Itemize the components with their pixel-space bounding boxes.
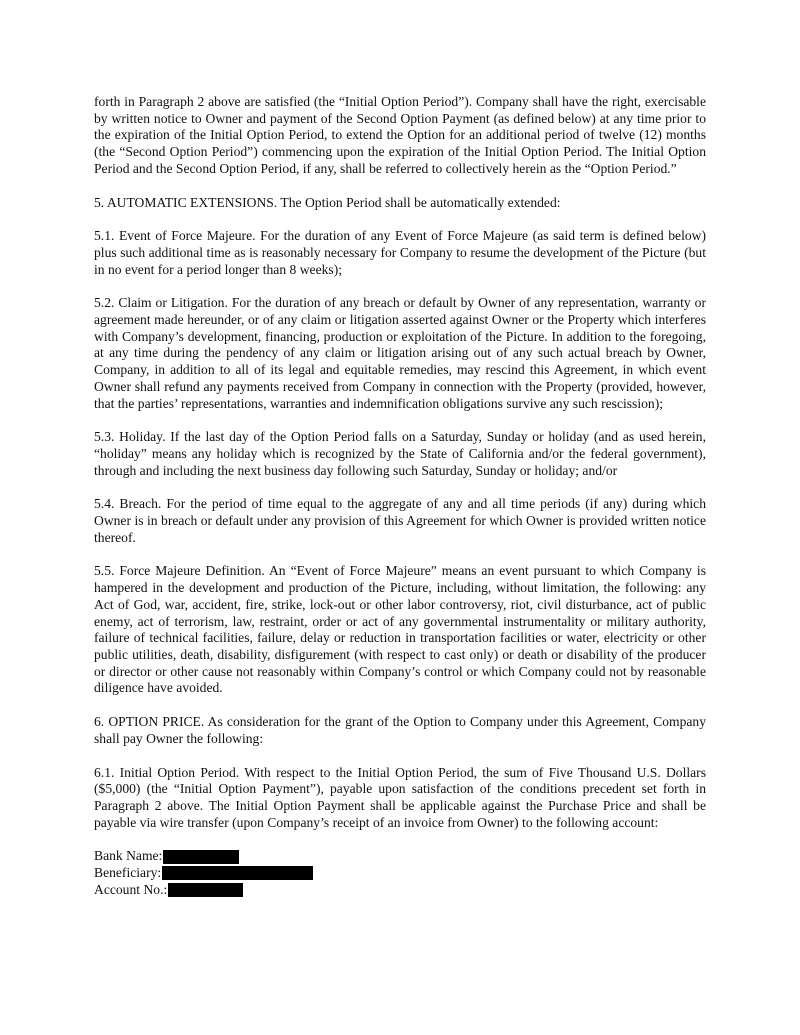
account-no-label: Account No.:: [94, 881, 168, 897]
paragraph-5-1: 5.1. Event of Force Majeure. For the duration of any Event of Force Majeure (as said term is defined below) plus such additional time as is reasonably necessary for Company to resume the development of the Picture (but in no event for a period longer than 8 weeks);: [94, 228, 706, 277]
paragraph-6-heading: 6. OPTION PRICE. As consideration for the grant of the Option to Company under this Agreement, Company shall pay Owner the following:: [94, 714, 706, 746]
account-no-redaction: [168, 883, 243, 897]
bank-name-redaction: [163, 850, 239, 864]
bank-name-row: [94, 848, 706, 865]
paragraph-5-3: 5.3. Holiday. If the last day of the Option Period falls on a Saturday, Sunday or holiday (and as used herein, “holiday” means any holiday which is recognized by the State of California and/or the federal government), through and including the next business day following such Saturday, Sunday or holiday; and/or: [94, 429, 706, 478]
paragraph-5-4: 5.4. Breach. For the period of time equal to the aggregate of any and all time periods (if any) during which Owner is in breach or default under any provision of this Agreement for which Owner is provided written notice thereof.: [94, 496, 706, 545]
paragraph-5-5: 5.5. Force Majeure Definition. An “Event of Force Majeure” means an event pursuant to which Company is hampered in the development and production of the Picture, including, without limitation, the following: any Act of God, war, accident, fire, strike, lock-out or other labor controversy, riot, civil disturbance, act of public enemy, act of terrorism, law, restraint, order or act of any governmental instrumentality or military authority, failure of technical facilities, failure, delay or reduction in transportation facilities or water, electricity or other public utilities, death, disability, disfigurement (with respect to cast only) or death or disability of the producer or director or other cause not reasonably within Company’s control or which Company could not by reasonable diligence have avoided.: [94, 563, 706, 696]
bank-details: [94, 848, 706, 898]
paragraph-5-2: 5.2. Claim or Litigation. For the duration of any breach or default by Owner of any representation, warranty or agreement made hereunder, or of any claim or litigation asserted against Owner or the Property which interferes with Company’s development, financing, production or exploitation of the Picture. In addition to the foregoing, at any time during the pendency of any claim or litigation arising out of any such actual breach by Owner, Company, in addition to all of its legal and equitable remedies, may rescind this Agreement, in which event Owner shall refund any payments received from Company in connection with the Property (provided, however, that the parties’ representations, warranties and indemnification obligations survive any such rescission);: [94, 295, 706, 411]
beneficiary-redaction: [162, 866, 313, 880]
bank-name-label: Bank Name:: [94, 848, 163, 864]
paragraph-6-1: 6.1. Initial Option Period. With respect to the Initial Option Period, the sum of Five Thousand U.S. Dollars ($5,000) (the “Initial Option Payment”), payable upon satisfaction of the conditions precedent set forth in Paragraph 2 above. The Initial Option Payment shall be applicable against the Purchase Price and shall be payable via wire transfer (upon Company’s receipt of an invoice from Owner) to the following account:: [94, 764, 706, 830]
beneficiary-label: Beneficiary:: [94, 865, 162, 881]
paragraph-option-period: forth in Paragraph 2 above are satisfied (the “Initial Option Period”). Company shall have the right, exercisable by written notice to Owner and payment of the Second Option Payment (as defined below) at any time prior to the expiration of the Initial Option Period, to extend the Option for an additional period of twelve (12) months (the “Second Option Period”) commencing upon the expiration of the Initial Option Period. The Initial Option Period and the Second Option Period, if any, shall be referred to collectively herein as the “Option Period.”: [94, 94, 706, 176]
account-no-row: [94, 882, 706, 899]
document-body: [94, 94, 706, 898]
beneficiary-row: [94, 865, 706, 882]
paragraph-5-heading: 5. AUTOMATIC EXTENSIONS. The Option Period shall be automatically extended:: [94, 194, 561, 210]
